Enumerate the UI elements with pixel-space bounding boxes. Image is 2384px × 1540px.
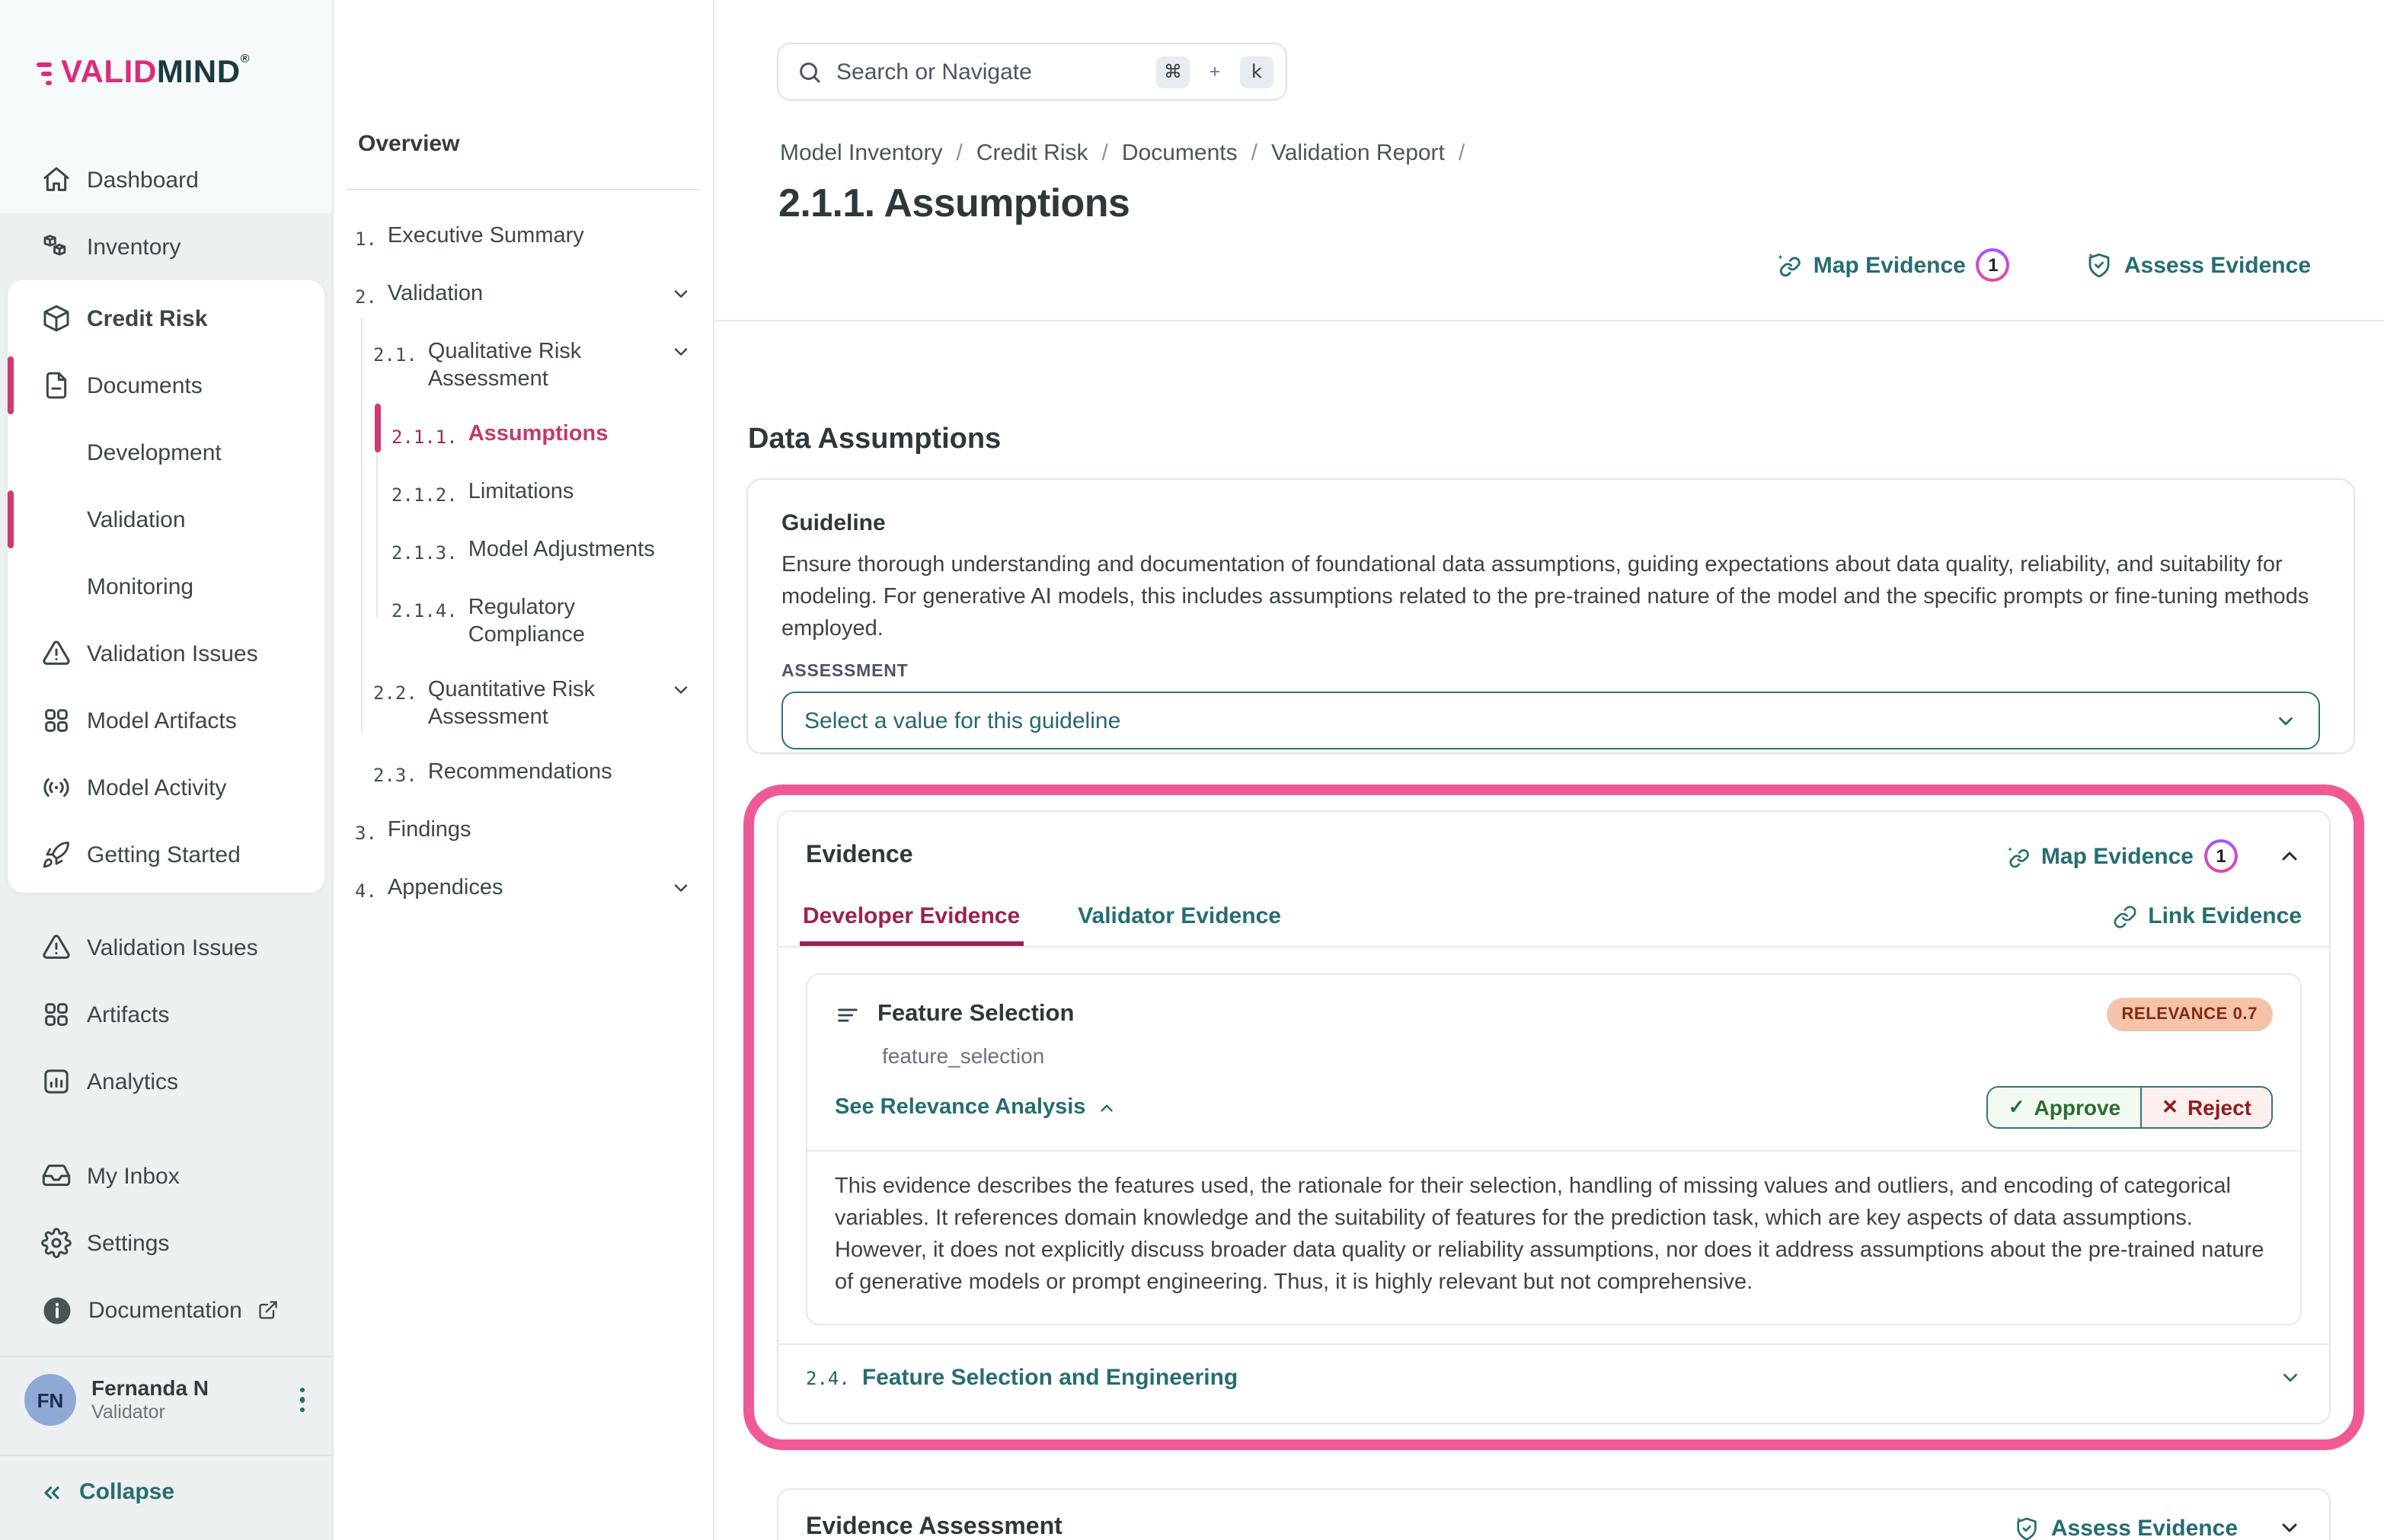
outline-item-limitations[interactable]: 2.1.2. Limitations [391, 480, 574, 506]
warning-triangle-icon [41, 932, 72, 963]
tab-validator-evidence[interactable]: Validator Evidence [1078, 903, 1281, 929]
reject-button[interactable]: ✕ Reject [2142, 1088, 2271, 1127]
map-evidence-count-badge: 1 [1977, 248, 2010, 282]
kbd-cmd: ⌘ [1156, 56, 1190, 88]
sidebar-item-monitoring[interactable]: Monitoring [87, 574, 194, 599]
header-divider [714, 320, 2384, 321]
sidebar-item-validation-issues-global[interactable]: Validation Issues [0, 914, 332, 981]
document-icon [41, 370, 72, 401]
evidence-item-id: feature_selection [882, 1043, 1045, 1068]
outline-item-assumptions[interactable]: 2.1.1. Assumptions [391, 422, 609, 448]
guideline-body: Ensure thorough understanding and documentation of foundational data assumptions, guiding expectations about data quality, reliability, and suitability for modeling. For generative AI models, this includes assumptions related to the pre-trained nature of the model and the specific prompts or fine-tuning methods employed. [781, 553, 2309, 642]
grid-icon [41, 999, 72, 1030]
search-bar[interactable]: Search or Navigate ⌘ + k [777, 43, 1287, 101]
assess-evidence-button[interactable]: Assess Evidence [2015, 1515, 2238, 1540]
sidebar-item-analytics[interactable]: Analytics [0, 1048, 332, 1115]
validmind-logo[interactable] [0, 0, 332, 146]
grid-icon [41, 705, 72, 736]
model-cube-icon [41, 303, 72, 334]
relevance-badge: RELEVANCE 0.7 [2106, 998, 2273, 1031]
bar-chart-icon [41, 1066, 72, 1097]
rocket-icon [41, 839, 72, 870]
chevron-down-icon [2274, 709, 2297, 732]
evidence-item-title: Feature Selection [877, 1001, 1075, 1027]
main-content [714, 0, 2384, 1540]
expand-section-chevron-down-icon[interactable] [2277, 1516, 2302, 1540]
relevance-analysis-text: This evidence describes the features used, the rationale for their selection, handling of missing values and outliers, and encoding of categorical variables. It references domain knowledge and the suitability of features for the prediction task, which are key aspects of data assumptions. However, it does not explicitly discuss broader data quality or reliability assumptions, nor does it address assumptions about the pre-trained nature of generative models or prompt engineering. Thus, it is highly relevant but not comprehensive. [835, 1174, 2264, 1296]
home-icon [41, 165, 72, 195]
map-evidence-count-badge: 1 [2204, 839, 2238, 873]
breadcrumb-validation-report[interactable]: Validation Report [1270, 140, 1445, 166]
header-actions [1775, 248, 2311, 282]
sidebar-nav [0, 146, 332, 1540]
assessment-label: ASSESSMENT [781, 663, 909, 682]
chevron-up-icon [1096, 1097, 1116, 1117]
page-title: 2.1.1. Assumptions [778, 180, 1130, 225]
info-circle-icon [41, 1294, 73, 1326]
drag-handle-icon[interactable] [835, 1002, 861, 1027]
chevron-down-icon[interactable] [670, 874, 692, 905]
map-evidence-icon [1775, 251, 1803, 279]
sidebar-item-dashboard[interactable]: Dashboard [0, 146, 332, 213]
guideline-assessment-select[interactable]: Select a value for this guideline [781, 692, 2320, 749]
collapse-section-chevron-up-icon[interactable] [2277, 844, 2302, 868]
check-icon: ✓ [2008, 1095, 2025, 1118]
model-context-card [8, 280, 324, 893]
user-menu[interactable] [0, 1357, 332, 1443]
guideline-title: Guideline [781, 510, 886, 536]
breadcrumb-credit-risk[interactable]: Credit Risk [976, 140, 1088, 166]
outline-item-qualitative-risk[interactable]: 2.1. Qualitative Risk Assessment [334, 324, 713, 407]
outline-item-model-adjustments[interactable]: 2.1.3. Model Adjustments [391, 538, 655, 564]
outline-item-executive-summary[interactable]: 1. Executive Summary [355, 224, 584, 250]
outline-item-findings[interactable]: 3. Findings [355, 818, 471, 844]
map-evidence-icon [2005, 843, 2031, 869]
chevron-down-icon[interactable] [670, 676, 692, 731]
sidebar-item-development[interactable]: Development [87, 439, 222, 465]
assess-evidence-icon [2015, 1515, 2040, 1540]
warning-triangle-icon [41, 638, 72, 669]
sidebar-item-validation-issues[interactable]: Validation Issues [8, 620, 324, 687]
gear-icon [41, 1228, 72, 1258]
link-evidence-button[interactable]: Link Evidence [2113, 903, 2302, 946]
kbd-k: k [1240, 56, 1273, 88]
map-evidence-button[interactable]: Map Evidence 1 [2005, 839, 2238, 873]
logo-text: VALIDMIND® [61, 52, 251, 90]
assess-evidence-icon [2086, 251, 2114, 279]
outline-item-regulatory-compliance[interactable]: 2.1.4. Regulatory Compliance [391, 596, 585, 647]
outline-title: Overview [358, 131, 460, 157]
chevron-down-icon[interactable] [670, 338, 692, 393]
cubes-icon [41, 232, 72, 262]
approve-button[interactable]: ✓ Approve [1989, 1088, 2142, 1127]
x-icon: ✕ [2162, 1095, 2178, 1118]
document-outline-panel [334, 0, 714, 1540]
sidebar-item-settings[interactable]: Settings [0, 1209, 332, 1276]
sidebar-item-model-artifacts[interactable]: Model Artifacts [8, 687, 324, 754]
evidence-title: Evidence [806, 842, 913, 868]
collapse-sidebar-button[interactable]: Collapse [0, 1456, 332, 1528]
map-evidence-button[interactable]: Map Evidence 1 [1775, 248, 2010, 282]
search-icon [797, 59, 823, 85]
sidebar-item-documentation[interactable]: Documentation [0, 1276, 332, 1344]
tab-developer-evidence[interactable]: Developer Evidence [800, 903, 1023, 946]
sidebar-item-credit-risk[interactable]: Credit Risk [8, 285, 324, 352]
evidence-assessment-section [777, 1488, 2331, 1540]
chevron-down-icon[interactable] [2279, 1366, 2302, 1389]
sidebar-item-model-activity[interactable]: Model Activity [8, 754, 324, 821]
section-title: Data Assumptions [748, 423, 1002, 455]
broadcast-icon [41, 772, 72, 803]
sidebar-item-inventory[interactable]: Inventory [0, 213, 332, 280]
evidence-tabs [778, 882, 2329, 947]
see-relevance-analysis-link[interactable]: See Relevance Analysis [835, 1095, 1116, 1120]
evidence-section [777, 810, 2331, 1424]
evidence-assessment-title: Evidence Assessment [806, 1514, 1063, 1540]
outline-item-quantitative-risk[interactable]: 2.2. Quantitative Risk Assessment [334, 663, 713, 745]
sidebar-global-items [0, 914, 332, 1115]
approve-reject-group [1987, 1086, 2273, 1129]
sidebar-gray-zone [0, 213, 332, 1540]
outline-item-appendices[interactable]: 4. Appendices [334, 861, 713, 919]
user-name: Fernanda N [91, 1375, 209, 1401]
double-chevron-left-icon [40, 1480, 64, 1504]
sidebar-item-artifacts[interactable]: Artifacts [0, 981, 332, 1048]
sidebar-item-validation[interactable]: Validation [8, 486, 324, 553]
user-menu-dots-icon[interactable] [293, 1382, 311, 1419]
external-link-icon [257, 1299, 279, 1321]
evidence-item-card [806, 973, 2302, 1325]
logo-speed-lines-icon [37, 62, 52, 85]
outline-item-validation[interactable]: 2. Validation [334, 267, 713, 324]
guideline-card [746, 478, 2355, 754]
link-icon [2113, 904, 2137, 928]
inbox-icon [41, 1161, 72, 1191]
sidebar-item-documents[interactable]: Documents [8, 352, 324, 419]
avatar: FN [24, 1374, 76, 1426]
sidebar [0, 0, 334, 1540]
sidebar-item-getting-started[interactable]: Getting Started [8, 821, 324, 888]
related-section-row[interactable]: 2.4. Feature Selection and Engineering [778, 1345, 2329, 1411]
breadcrumb-documents[interactable]: Documents [1121, 140, 1238, 166]
breadcrumb-model-inventory[interactable]: Model Inventory [780, 140, 943, 166]
breadcrumb: Model Inventory / Credit Risk / Documents / Validation Report / [780, 140, 1465, 166]
sidebar-item-my-inbox[interactable]: My Inbox [0, 1142, 332, 1209]
chevron-down-icon[interactable] [670, 280, 692, 311]
evidence-header [778, 812, 2329, 882]
user-role: Validator [91, 1401, 165, 1423]
assess-evidence-button[interactable]: Assess Evidence [2086, 251, 2311, 279]
search-input[interactable] [836, 59, 1142, 85]
outline-tree [334, 190, 713, 919]
outline-item-recommendations[interactable]: 2.3. Recommendations [373, 760, 612, 786]
